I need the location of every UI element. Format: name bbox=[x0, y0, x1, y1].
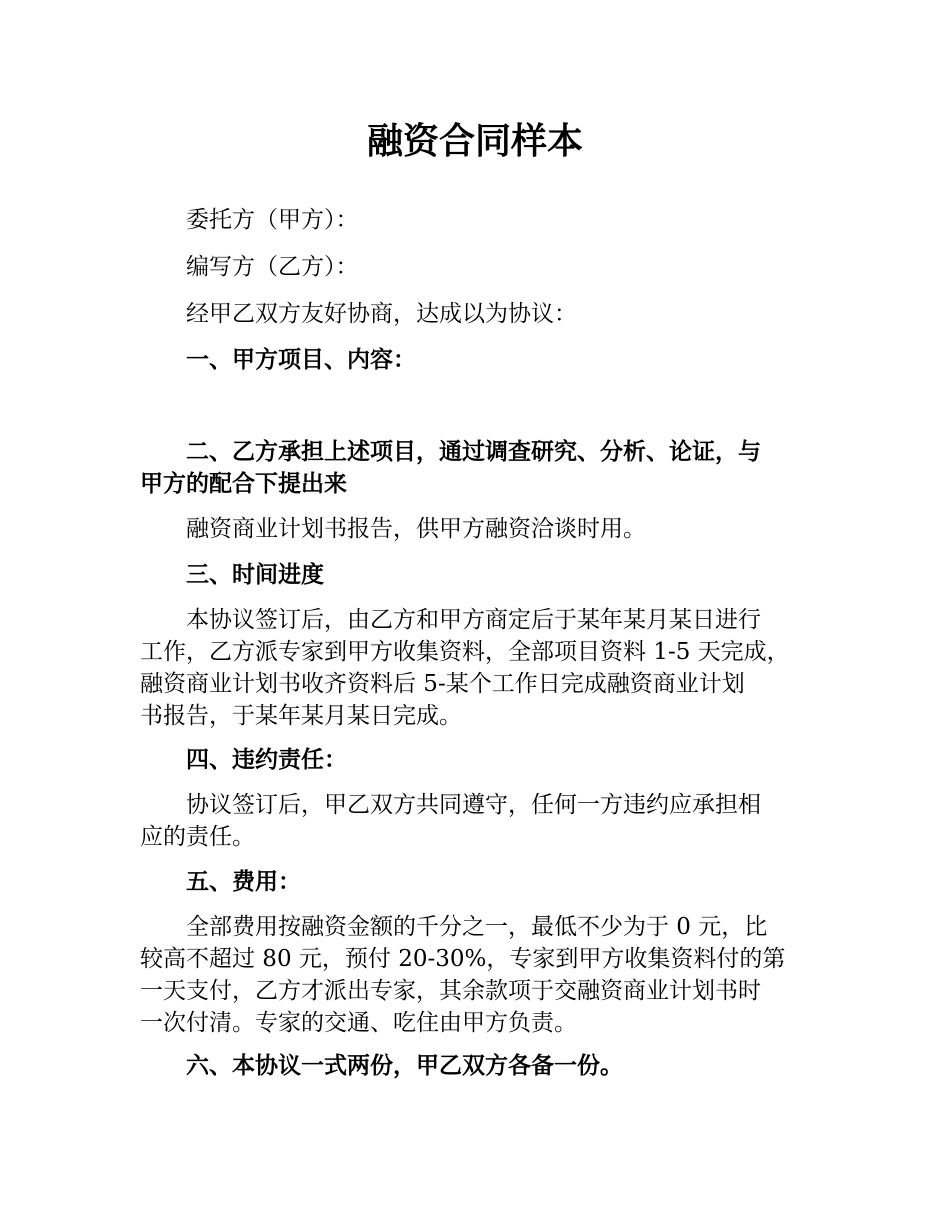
section5-body-line3: 一天支付，乙方才派出专家，其余款项于交融资商业计划书时 bbox=[140, 978, 761, 1004]
section3-body-line3: 融资商业计划书收齐资料后 5-某个工作日完成融资商业计划 bbox=[140, 671, 745, 697]
section5-heading: 五、费用： bbox=[186, 869, 301, 895]
section3-body-line4: 书报告，于某年某月某日完成。 bbox=[140, 703, 462, 729]
section6-heading: 六、本协议一式两份，甲乙双方各备一份。 bbox=[186, 1053, 623, 1079]
writer-label: 编写方（乙方）： bbox=[186, 254, 359, 280]
section3-body-line1: 本协议签订后，由乙方和甲方商定后于某年某月某日进行 bbox=[186, 607, 761, 633]
section3-heading: 三、时间进度 bbox=[186, 562, 324, 588]
section2-heading-line1: 二、乙方承担上述项目，通过调查研究、分析、论证，与 bbox=[186, 439, 761, 465]
section5-body bbox=[140, 911, 820, 1039]
section2-body: 融资商业计划书报告，供甲方融资洽谈时用。 bbox=[186, 516, 646, 542]
client-label: 委托方（甲方）： bbox=[186, 207, 359, 233]
section5-body-line4: 一次付清。专家的交通、吃住由甲方负责。 bbox=[140, 1010, 577, 1036]
section2-heading bbox=[140, 436, 820, 500]
section5-body-line2: 较高不超过 80 元，预付 20-30%，专家到甲方收集资料付的第 bbox=[140, 946, 786, 972]
document-title: 融资合同样本 bbox=[366, 121, 583, 162]
section5-body-line1: 全部费用按融资金额的千分之一，最低不少为于 0 元，比 bbox=[186, 914, 768, 940]
section2-heading-line2: 甲方的配合下提出来 bbox=[140, 471, 347, 497]
section4-body-line2: 应的责任。 bbox=[140, 824, 255, 850]
section3-body bbox=[140, 604, 820, 732]
section1-heading: 一、甲方项目、内容： bbox=[186, 347, 416, 373]
intro-text: 经甲乙双方友好协商，达成以为协议： bbox=[186, 301, 577, 327]
section3-body-line2: 工作，乙方派专家到甲方收集资料，全部项目资料 1-5 天完成， bbox=[140, 639, 790, 665]
section4-body bbox=[140, 789, 820, 853]
section4-body-line1: 协议签订后，甲乙双方共同遵守，任何一方违约应承担相 bbox=[186, 792, 761, 818]
section4-heading: 四、违约责任： bbox=[186, 747, 347, 773]
